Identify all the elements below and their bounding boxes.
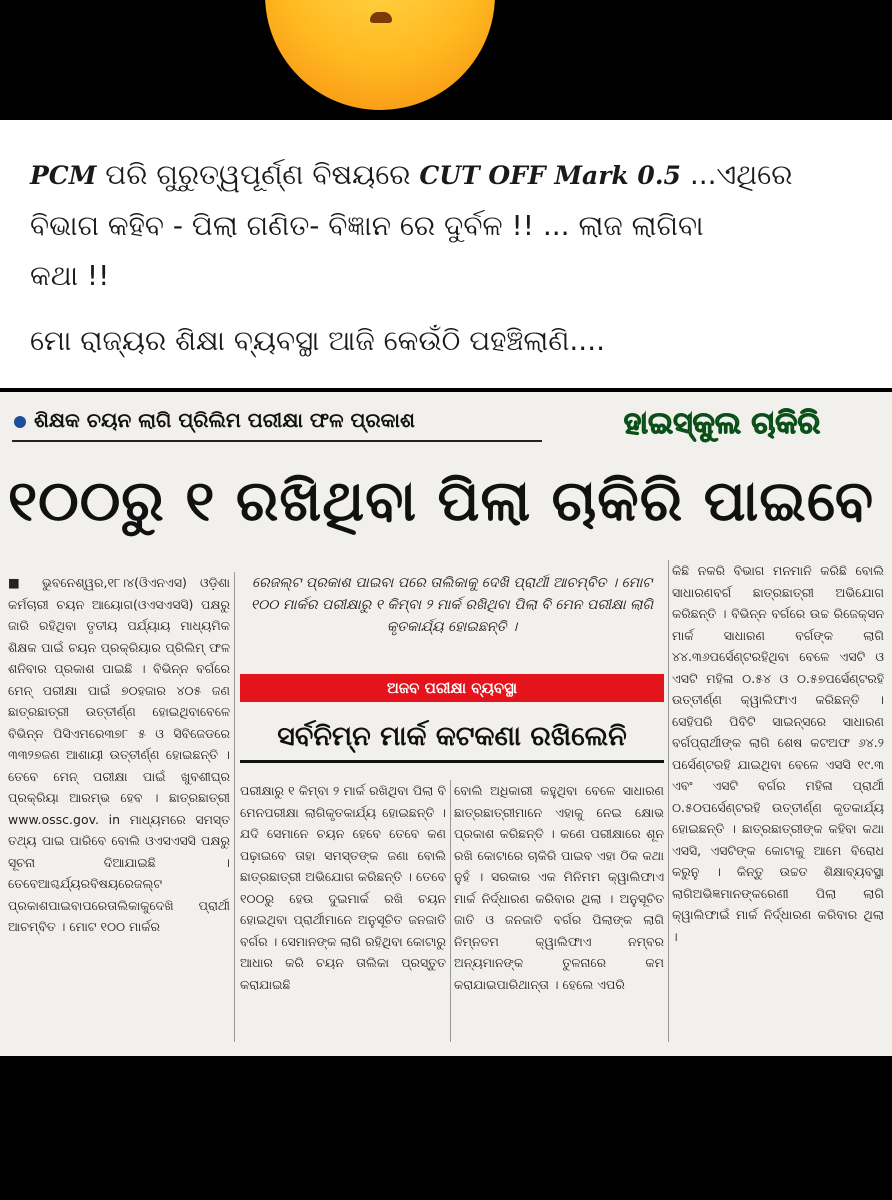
caption-pcm: PCM (30, 161, 97, 190)
bullet-icon (14, 416, 26, 428)
newspaper-clipping (0, 392, 892, 1056)
caption-line4: ମୋ ରାଜ୍ୟର ଶିକ୍ଷା ବ୍ୟବସ୍ଥା ଆଜି କେଉଁଠି ପହଞ୍ଚିଲାଣି.... (30, 324, 606, 357)
section-badge: ହାଇସ୍କୁଲ ଚାକିରି (623, 406, 821, 441)
kicker-text: ଶିକ୍ଷକ ଚୟନ ଲାଗି ପ୍ରିଲିମ ପରୀକ୍ଷା ଫଳ ପ୍ରକାଶ (34, 408, 415, 432)
caption-text-block (30, 150, 870, 301)
anxious-face-emoji-icon (265, 0, 495, 110)
column-divider (450, 780, 451, 1042)
emoji-mouth (370, 12, 392, 23)
article-subhead: ସର୍ବନିମ୍ନ ମାର୍କ କଟକଣା ରଖିଲେନି (240, 714, 664, 763)
article-column-2: ପରୀକ୍ଷାରୁ ୧ କିମ୍ବା ୨ ମାର୍କ ରଖିଥିବା ପିଲା ବି ମେନପରୀକ୍ଷା ଲାଗିକୃତକାର୍ଯ୍ୟ ହୋଇଛନ୍ତି । ଯଦି ସେମାନେ ଚୟନ ହେବେ ତେବେ କଣ ପଢ଼ାଇବେ ତାହା ସମସ୍ତଙ୍କ ଜଣା ବୋଲି ଛାତ୍ରଛାତ୍ରୀ ଅଭିଯୋଗ କରିଛନ୍ତି । ତେବେ ୧୦୦ରୁ ହେଉ ଦୁଇମାର୍କ ରଖି ଚୟନ ହୋଇଥିବା ପ୍ରାର୍ଥୀମାନେ ଅନୁସୂଚିତ ଜନଜାତି ବର୍ଗର । ସେମାନଙ୍କ ଲାଗି ରହିଥିବା କୋଟାରୁ ଆଧାର କରି ଚୟନ ତାଲିକା ପ୍ରସ୍ତୁତ କରାଯାଇଛି (240, 783, 446, 992)
kicker-bar (12, 404, 542, 442)
article-deck: ରେଜଲ୍ଟ ପ୍ରକାଶ ପାଇବା ପରେ ତାଲିକାକୁ ଦେଖି ପ୍ରାର୍ଥୀ ଆଚମ୍ବିତ । ମୋଟ ୧୦୦ ମାର୍କର ପରୀକ୍ଷାରୁ ୧ କିମ୍ବା ୨ ମାର୍କ ରଖିଥିବା ପିଲା ବି ମେନ ପରୀକ୍ଷା ଲାଗି କୃତକାର୍ଯ୍ୟ ହୋଇଛନ୍ତି । (250, 575, 654, 635)
article-column-1: ■ ଭୁବନେଶ୍ୱର,୧୮।୪(ଓିଏନଏସ) ଓଡ଼ିଶା କର୍ମଚାରୀ ଚୟନ ଆୟୋଗ(ଓଏସଏସସି) ପକ୍ଷରୁ ଜାରି ରହିଥିବା ତୃତୀୟ ପର୍ଯ୍ୟାୟ ମାଧ୍ୟମିକ ଶିକ୍ଷକ ପାଇଁ ଚୟନ ପ୍ରକ୍ରିୟାର ପ୍ରିଲିମ୍ ଫଳ ଶନିବାର ପ୍ରକାଶ ପାଇଛି । ବିଭିନ୍ନ ବର୍ଗରେ ମେନ୍ ପରୀକ୍ଷା ପାଇଁ ୭୦ହଜାର ୪୦୫ ଜଣ ଛାତ୍ରଛାତ୍ରୀ ଉତ୍ତୀର୍ଣ୍ଣ ହୋଇଥିବାବେଳେ ବିଭିନ୍ନ ପିସିଏମରେ୩୭୮ ୫ ଓ ସିବିଜେଡରେ ୩୩୨୭ଜଣ ଆଶାୟୀ ଉତ୍ତୀର୍ଣ୍ଣ ହୋଇଛନ୍ତି । ତେବେ ମେନ୍ ପରୀକ୍ଷା ପାଇଁ ଖୁବଶୀଘ୍ର ପ୍ରକ୍ରିୟା ଆରମ୍ଭ ହେବ । ଛାତ୍ରଛାତ୍ରୀ www.ossc.gov. in ମାଧ୍ୟମରେ ସମସ୍ତ ତଥ୍ୟ ପାଇ ପାରିବେ ବୋଲି ଓଏସଏସସି ପକ୍ଷରୁ ସୂଚନା ଦିଆଯାଇଛି । ତେବେଆଶ୍ଚର୍ଯ୍ୟରବିଷୟରେଜଲ୍ଟ ପ୍ରକାଶପାଇବାପରେତାଲିକାକୁଦେଖି ପ୍ରାର୍ଥୀ ଆଚମ୍ବିତ । ମୋଟ ୧୦୦ ମାର୍କର (8, 575, 230, 934)
top-black-band (0, 0, 892, 120)
column-divider (668, 560, 669, 1042)
column-divider (234, 572, 235, 1042)
caption-line1-b: ...ଏଥିରେ (680, 158, 793, 191)
article-column-4: କିଛି ନକରି ବିଭାଗ ମନମାନି କରିଛି ବୋଲି ସାଧାରଣବର୍ଗ ଛାତ୍ରଛାତ୍ରୀ ଅଭିଯୋଗ କରିଛନ୍ତି । ବିଭିନ୍ନ ବର୍ଗରେ ଉଚ୍ଚ ରିଜେକ୍‌ସନ ମାର୍କ ସାଧାରଣ ବର୍ଗଙ୍କ ଲାଗି ୪୪.୩୬ପର୍ସେଣ୍ଟରହିଥିବା ବେଳେ ଏସଟି ଓ ଏସଟି ମହିଳା ୦.୫୪ ଓ ୦.୫୭ପର୍ସେଣ୍ଟରହି ଉତ୍ତୀର୍ଣ୍ଣ କ୍ୱାଲିଫାଏ କରିଛନ୍ତି । ସେହିପରି ପିବିଟି ସାଇନ୍ସରେ ସାଧାରଣ ବର୍ଗପ୍ରାର୍ଥୀଙ୍କ ଲାଗି ଶେଷ କଟଅଫ ୬୪.୨ ପର୍ସେଣ୍ଟରହି ଯାଇଥିବା ବେଳେ ଏସସି ୧୯.୩ ଏବଂ ଏସଟି ବର୍ଗର ମହିଳା ପ୍ରାର୍ଥୀ ୦.୫୦ପର୍ସେଣ୍ଟରହି ଉତ୍ତୀର୍ଣ୍ଣ କୃତକାର୍ଯ୍ୟ ହୋଇଛନ୍ତି । ଛାତ୍ରଛାତ୍ରୀଙ୍କ କହିବା କଥା ଏସସି, ଏସଟିଙ୍କ କୋଟାକୁ ଆମେ ବିରୋଧ କରୁନୁ । କିନ୍ତୁ ଉଚ୍ଚତ ଶିକ୍ଷାବ୍ୟବସ୍ଥା ଲାଗିଅଭିଜ୍ଞମାନଙ୍କରେଣୀ ପିଲା ଲାଗି କ୍ୱାଲିଫାଇଁ ମାର୍କ ନିର୍ଦ୍ଧାରଣ କରିବାର ଥିଲା । (672, 563, 884, 944)
article-column-3: ବୋଲି ଅଧିକାରୀ କହୁଥିବା ବେଳେ ସାଧାରଣ ଛାତ୍ରଛାତ୍ରୀମାନେ ଏହାକୁ ନେଇ କ୍ଷୋଭ ପ୍ରକାଶ କରିଛନ୍ତି । କଣେ ପରୀକ୍ଷାରେ ଶୂନ ରଖି କୋଟାରେ ଚାକିରି ପାଇବ ଏହା ଠିକ କଥା ନୁହଁ । ସରକାର ଏକ ମିନିମମ କ୍ୱାଲିଫାଏ ମାର୍କ ନିର୍ଦ୍ଧାରଣ କରିବାର ଥିଲା । ଅନୁସୂଚିତ ଜାତି ଓ ଜନଜାତି ବର୍ଗର ପିଲାଙ୍କ ଲାଗି ନିମ୍ନତମ କ୍ୱାଲିଫାଏ ନମ୍ବର ଅନ୍ୟମାନଙ୍କ ତୁଳନାରେ କମ କରାଯାଇପାରିଥାନ୍ତା । ହେଲେ ଏପରି (454, 783, 664, 992)
caption-line1-a: ପରି ଗୁରୁତ୍ୱପୂର୍ଣ୍ଣ ବିଷୟରେ (96, 158, 420, 191)
caption-cutoff: CUT OFF Mark 0.5 (419, 161, 681, 190)
caption-line2: ବିଭାଗ କହିବ - ପିଲା ଗଣିତ- ବିଜ୍ଞାନ ରେ ଦୁର୍ବଳ !! ... ଲାଜ ଲାଗିବା (30, 209, 704, 242)
post-caption (0, 120, 892, 388)
caption-line3: କଥା !! (30, 259, 110, 292)
red-label-bar: ଅଜବ ପରୀକ୍ଷା ବ୍ୟବସ୍ଥା (240, 674, 664, 702)
bottom-black-band (0, 1056, 892, 1200)
article-headline: ୧୦୦ରୁ ୧ ରଖିଥିବା ପିଲା ଚାକିରି ପାଇବେ (8, 469, 875, 534)
